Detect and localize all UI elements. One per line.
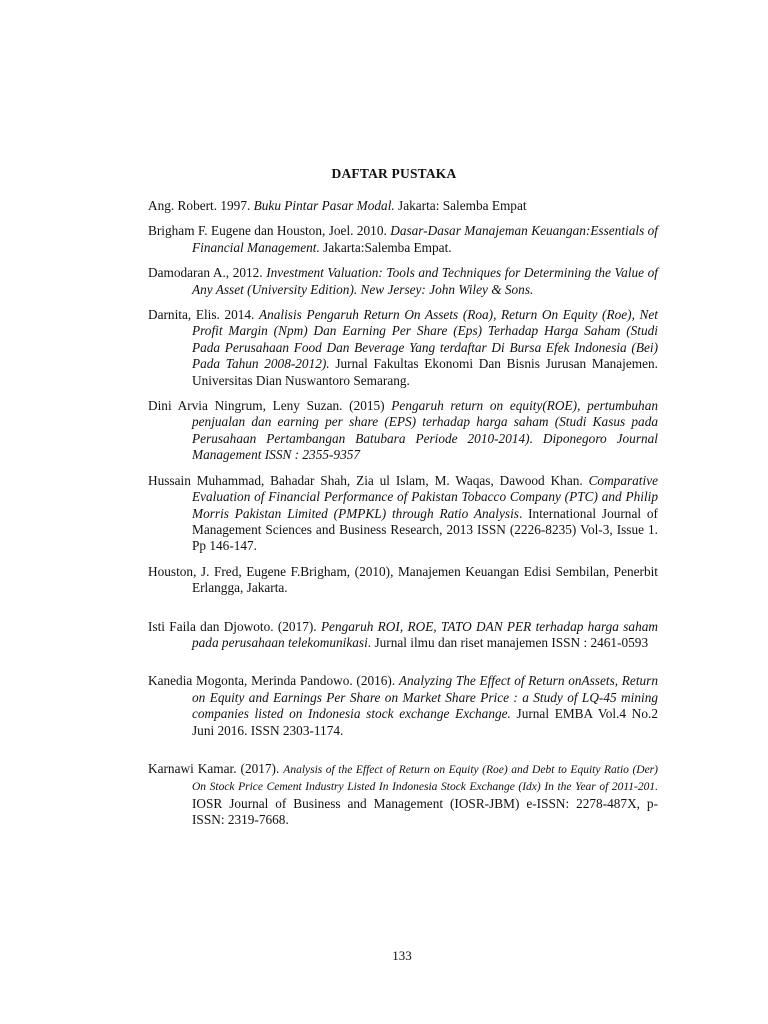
ref-title: Pengaruh ROI, ROE, TATO DAN PER terhadap harga saham pada perusahaan telekomunikasi [192,618,658,650]
ref-title: Analisis Pengaruh Return On Assets (Roa), Return On Equity (Roe), Net Profit Margin (Npm) Dan Earning Per Share (Eps) Terhadap Harga Saham (Studi Pada Perusahaan Food Dan Beverage Yang terdaftar Di Bursa Efek Indonesia (Bei) Pada Tahun 2008-2012). [192,307,658,372]
ref-title: Investment Valuation: Tools and Techniques for Determining the Value of Any Asset (University Edition). New Jersey: John Wiley & Sons. [192,265,659,297]
ref-title: Analyzing The Effect of Return onAssets, Return on Equity and Earnings Per Share on Market Share Price : a Study of LQ-45 mining companies listed on Indonesia stock exchange Exchange. [192,673,658,722]
reference-item [148,198,658,214]
ref-title: Analysis of the Effect of Return on Equity (Roe) and Debt to Equity Ratio (Der) On Stock Price Cement Industry Listed In Indonesia Stock Exchange (Idx) In the Year of 2011-201. [192,763,658,794]
reference-item [148,265,658,298]
ref-source: Jurnal Fakultas Ekonomi Dan Bisnis Jurusan Manajemen. Universitas Dian Nuswantoro Semarang. [192,356,658,388]
ref-authors: Houston, J. Fred, Eugene F.Brigham, (2010), Manajemen Keuangan Edisi Sembilan, Penerbit Erlangga, Jakarta. [148,563,658,596]
ref-title: Buku Pintar Pasar Modal. [253,198,395,213]
ref-source: Jakarta: Salemba Empat [394,198,527,213]
reference-item [148,673,658,739]
ref-title: Dasar-Dasar Manajeman Keuangan:Essentials of Financial Management. [192,223,658,255]
ref-authors: Kanedia Mogonta, Merinda Pandowo. (2016). [148,673,399,689]
reference-item [148,619,658,652]
ref-authors: Hussain Muhammad, Bahadar Shah, Zia ul Islam, M. Waqas, Dawood Khan. [148,472,589,488]
ref-authors: Karnawi Kamar. (2017). [148,760,284,776]
ref-source: Jakarta:Salemba Empat. [319,239,452,255]
reference-item [148,761,658,829]
ref-source: . Jurnal ilmu dan riset manajemen ISSN : 2461-0593 [367,634,649,650]
ref-title: Pengaruh return on equity(ROE), pertumbuhan penjualan dan earning per share (EPS) terhadap harga saham (Studi Kasus pada Perusahaan Pertambangan Batubara Periode 2010-2014). Diponegoro Journal Management ISSN : 2355-9357 [192,398,658,463]
reference-item [148,307,658,389]
ref-authors: Damodaran A., 2012. [148,265,267,281]
ref-source: IOSR Journal of Business and Management (IOSR-JBM) e-ISSN: 2278-487X, p-ISSN: 2319-7668. [192,795,658,828]
page-title: DAFTAR PUSTAKA [331,166,457,181]
ref-authors: Dini Arvia Ningrum, Leny Suzan. (2015) [148,398,392,414]
reference-item [148,473,658,555]
reference-item [148,398,658,464]
ref-authors: Isti Faila dan Djowoto. (2017). [148,618,321,634]
reference-item [148,564,658,597]
ref-source: . International Journal of Management Sciences and Business Research, 2013 ISSN (2226-8235) Vol-3, Issue 1. Pp 146-147. [192,505,658,554]
ref-authors: Ang. Robert. 1997. [148,198,254,213]
ref-source: Jurnal EMBA Vol.4 No.2 Juni 2016. ISSN 2303-1174. [192,706,658,738]
reference-item [148,223,658,256]
reference-list [148,198,658,838]
page-number: 133 [392,948,412,963]
ref-authors: Darnita, Elis. 2014. [148,307,259,323]
ref-authors: Brigham F. Eugene dan Houston, Joel. 2010. [148,223,391,239]
ref-title: Comparative Evaluation of Financial Performance of Pakistan Tobacco Company (PTC) and Philip Morris Pakistan Limited (PMPKL) through Ratio Analysis [192,472,658,521]
